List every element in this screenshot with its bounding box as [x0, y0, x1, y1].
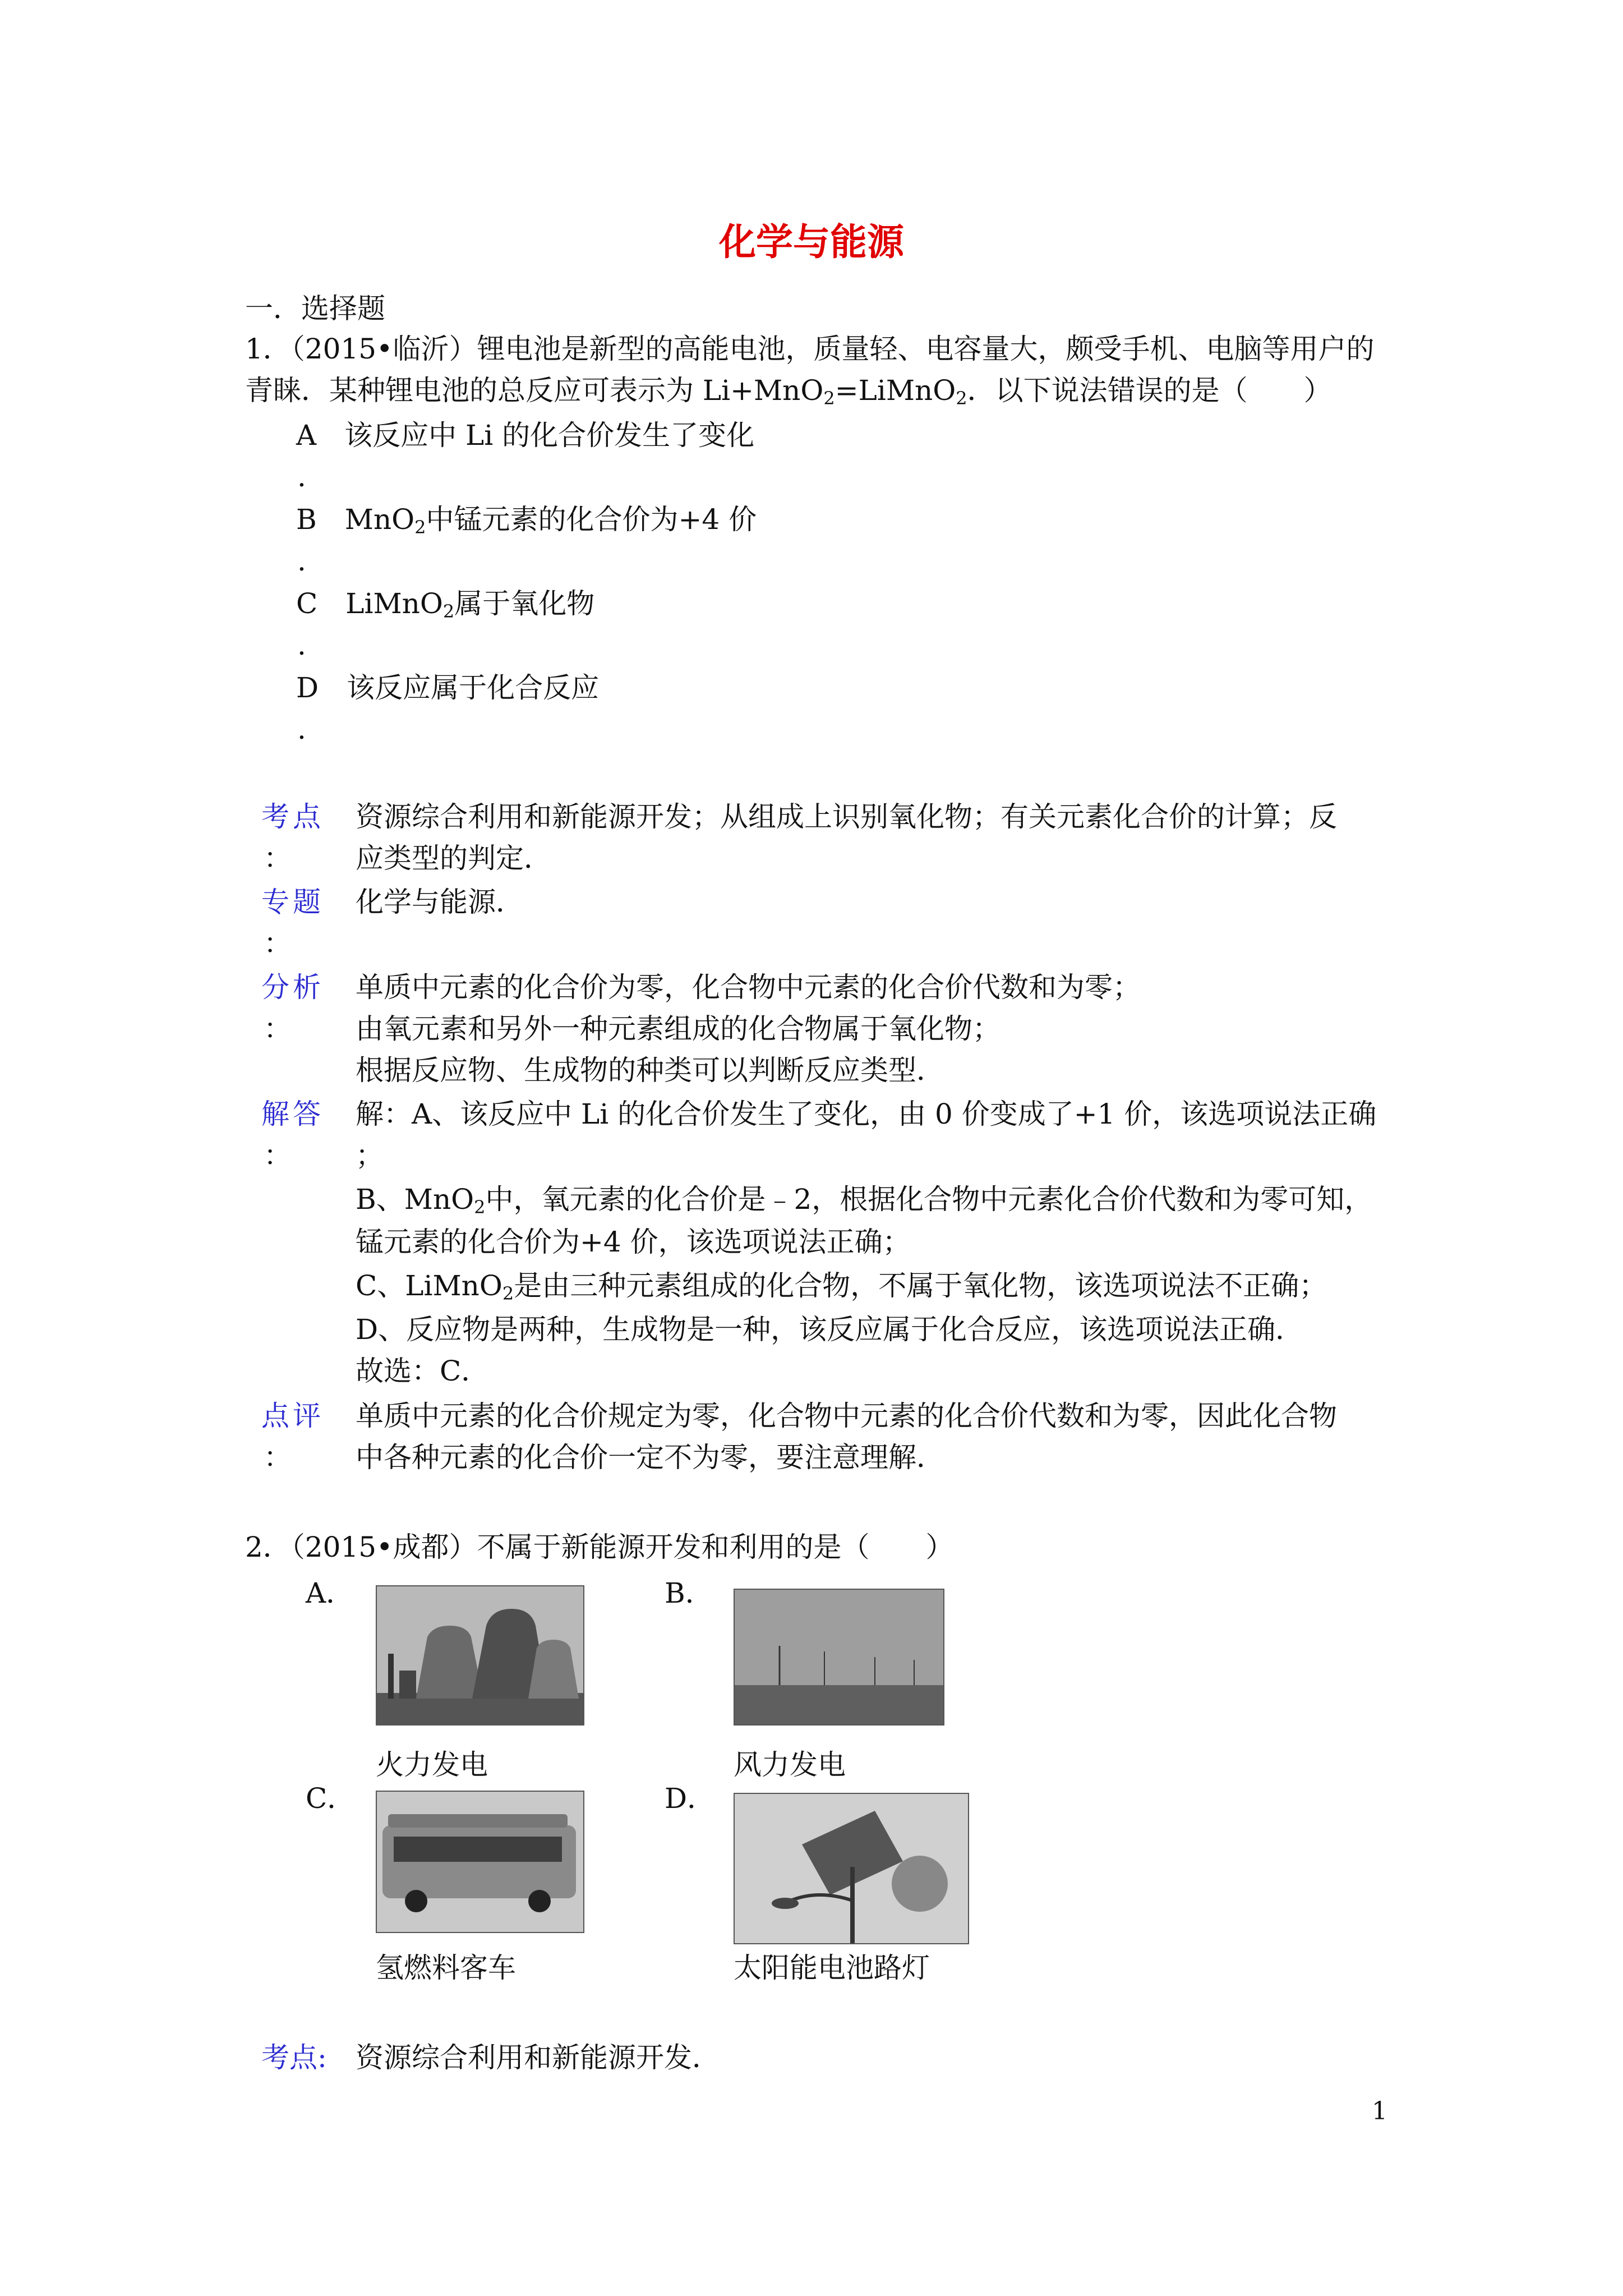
page-title: 化学与能源: [719, 220, 904, 264]
solar-street-lamp-image: [734, 1793, 969, 1944]
hydrogen-bus-image: [376, 1791, 584, 1933]
jieda-line4: 锰元素的化合价为+4 价，该选项说法正确；: [356, 1226, 911, 1258]
q2-option-c-letter: C．: [306, 1782, 356, 1815]
q2-option-d-letter: D．: [665, 1782, 716, 1815]
fenxi-line3: 根据反应物、生成物的种类可以判断反应类型．: [356, 1054, 944, 1087]
q2-option-c-caption: 氢燃料客车: [376, 1952, 516, 1984]
label-colon: ：: [264, 1441, 292, 1474]
jieda-line5: C、LiMnO$_2$是由三种元素组成的化合物，不属于氧化物，该选项说法不正确；: [356, 1269, 1327, 1304]
q2-option-b-caption: 风力发电: [734, 1749, 846, 1781]
q1-option-d: D 该反应属于化合反应: [296, 671, 600, 704]
q2-option-b-letter: B．: [665, 1577, 713, 1609]
label-colon: ：: [264, 1139, 292, 1172]
section-heading: 一．选择题: [245, 292, 385, 325]
fenxi-line1: 单质中元素的化合价为零，化合物中元素的化合价代数和为零；: [356, 971, 1141, 1004]
kaodian-line1: 资源综合利用和新能源开发；从组成上识别氧化物；有关元素化合价的计算；反: [356, 800, 1337, 833]
q2-stem: 2．（2015•成都）不属于新能源开发和利用的是（ ）: [245, 1531, 954, 1563]
q2-label-kaodian: 考点:: [261, 2041, 327, 2074]
thermal-power-plant-image: [376, 1585, 584, 1726]
kaodian-line2: 应类型的判定．: [356, 842, 552, 875]
q1-option-b: B MnO$_2$中锰元素的化合价为+4 价: [296, 503, 757, 538]
label-colon: ：: [264, 1013, 292, 1045]
fenxi-line2: 由氧元素和另外一种元素组成的化合物属于氧化物；: [356, 1013, 1000, 1045]
q1-stem-line2: 青睐．某种锂电池的总反应可表示为 Li+MnO$_2$=LiMnO$_2$．以下说法错误的是（ ）: [245, 374, 1332, 409]
label-kaodian: 考点: [261, 800, 324, 833]
jieda-line7: 故选：C．: [356, 1355, 490, 1387]
q1-stem-line1: 1．（2015•临沂）锂电池是新型的高能电池，质量轻、电容量大，颇受手机、电脑等用户的: [245, 333, 1375, 365]
q1-option-a-dot: .: [297, 461, 306, 493]
q2-option-a-caption: 火力发电: [376, 1749, 488, 1781]
q1-option-a: A 该反应中 Li 的化合价发生了变化: [296, 419, 755, 452]
q1-option-c: C LiMnO$_2$属于氧化物: [296, 587, 595, 622]
jieda-line1: 解：A、该反应中 Li 的化合价发生了变化，由 0 价变成了+1 价，该选项说法正确: [356, 1098, 1377, 1130]
q1-option-b-dot: .: [297, 545, 306, 577]
label-colon: ：: [264, 927, 292, 960]
q1-option-d-dot: .: [297, 713, 306, 746]
label-jieda: 解答: [261, 1098, 324, 1130]
q2-option-a-letter: A．: [306, 1577, 354, 1609]
q2-option-d-caption: 太阳能电池路灯: [734, 1952, 930, 1984]
label-dianping: 点评: [261, 1400, 324, 1432]
jieda-line6: D、反应物是两种，生成物是一种，该反应属于化合反应，该选项说法正确．: [356, 1313, 1304, 1346]
label-fenxi: 分析: [261, 971, 324, 1004]
label-zhuanti: 专题: [261, 886, 324, 918]
dianping-line2: 中各种元素的化合价一定不为零，要注意理解．: [356, 1441, 944, 1474]
wind-power-image: [734, 1589, 944, 1726]
jieda-line2: ；: [356, 1139, 384, 1172]
label-colon: ：: [264, 842, 292, 875]
q1-option-c-dot: .: [297, 629, 306, 661]
zhuanti-text: 化学与能源．: [356, 886, 524, 918]
dianping-line1: 单质中元素的化合价规定为零，化合物中元素的化合价代数和为零，因此化合物: [356, 1400, 1337, 1432]
q2-kaodian-text: 资源综合利用和新能源开发．: [356, 2041, 720, 2074]
page-number: 1: [1372, 2097, 1387, 2125]
jieda-line3: B、MnO$_2$中，氧元素的化合价是﹣2，根据化合物中元素化合价代数和为零可知，: [356, 1183, 1373, 1218]
